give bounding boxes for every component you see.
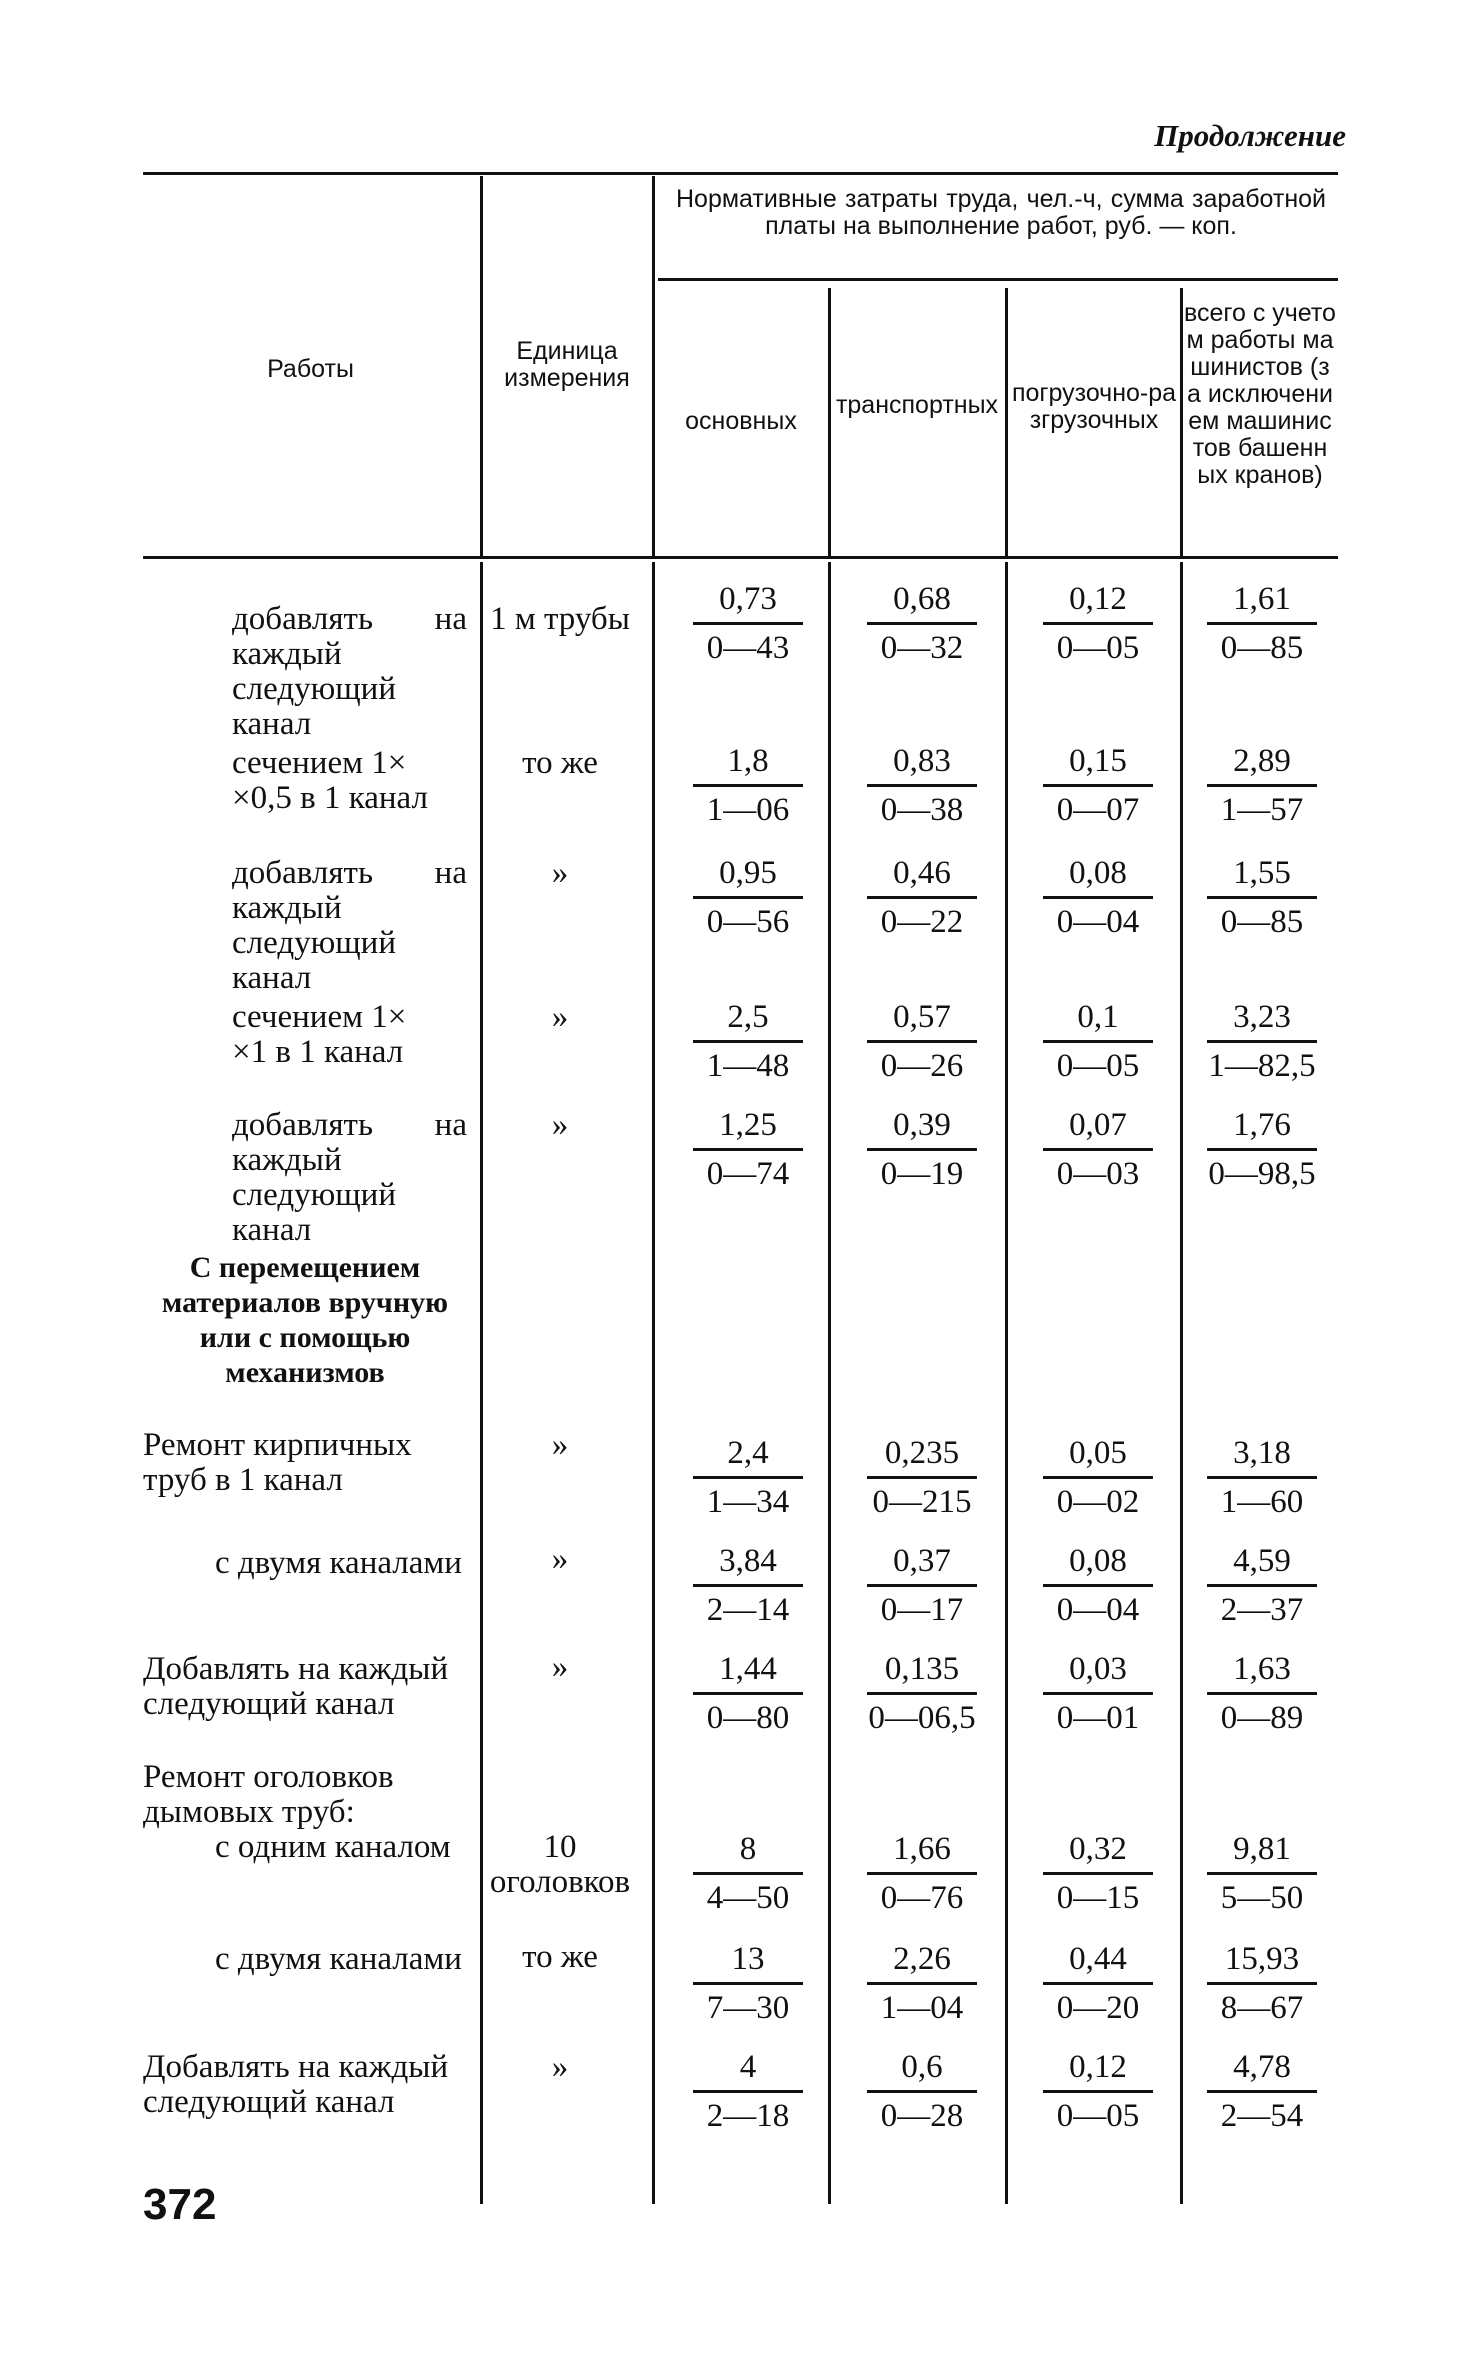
col-divider-3 (828, 562, 831, 2204)
cell-transport: 1,66 0—76 (842, 1828, 1002, 1919)
row-unit: » (551, 1649, 569, 1685)
cell-loading: 0,05 0—02 (1018, 1432, 1178, 1523)
row-unit: » (551, 1541, 569, 1577)
cell-transport: 0,46 0—22 (842, 852, 1002, 943)
cell-total: 1,76 0—98,5 (1208, 1107, 1316, 1192)
col-divider-4-head (1005, 288, 1008, 556)
cell-main: 4 2—18 (668, 2046, 828, 2137)
row-unit: 1 м трубы (490, 601, 630, 637)
cell-main: 1,44 0—80 (668, 1648, 828, 1739)
row-unit: то же (522, 1939, 598, 1975)
page-number: 372 (143, 2180, 217, 2229)
header-bottom-rule (143, 556, 1338, 559)
row-work: Добавлять на каждый следующий канал (143, 1651, 449, 1722)
cell-main: 1,8 1—06 (668, 740, 828, 831)
cell-total: 9,81 5—50 (1182, 1828, 1342, 1919)
cell-total: 4,78 2—54 (1182, 2046, 1342, 2137)
cell-total: 3,18 1—60 (1182, 1432, 1342, 1523)
col-divider-1 (480, 562, 483, 2204)
header-norm-group: Нормативные затраты труда, чел.-ч, сумма заработной платы на выполнение работ, руб. — коп. (676, 185, 1326, 240)
cell-transport: 0,135 0—06,5 (868, 1651, 976, 1736)
row-unit: » (551, 1107, 569, 1143)
cell-main: 2,4 1—34 (668, 1432, 828, 1523)
section-heading: С перемещением материалов вручную или с помощью механизмов (161, 1251, 449, 1389)
header-col-loading: погрузочно-разгрузочных (1011, 379, 1177, 434)
row-unit: » (551, 855, 569, 891)
row-work: добавлять на каждый следующий канал (232, 1107, 467, 1248)
cell-transport: 0,39 0—19 (842, 1104, 1002, 1195)
cell-total: 1,55 0—85 (1182, 852, 1342, 943)
cell-loading: 0,32 0—15 (1018, 1828, 1178, 1919)
row-work: сечением 1× ×0,5 в 1 канал (232, 745, 428, 816)
row-work: с двумя каналами (215, 1545, 462, 1581)
cell-loading: 0,08 0—04 (1018, 1540, 1178, 1631)
cell-transport: 0,68 0—32 (842, 578, 1002, 669)
cell-total: 3,23 1—82,5 (1208, 999, 1316, 1084)
cell-total: 15,93 8—67 (1182, 1938, 1342, 2029)
continuation-label: Продолжение (1154, 118, 1346, 153)
row-work: с одним каналом (215, 1829, 451, 1865)
cell-transport: 0,6 0—28 (842, 2046, 1002, 2137)
cell-loading: 0,12 0—05 (1018, 2046, 1178, 2137)
cell-main: 0,95 0—56 (668, 852, 828, 943)
header-unit: Единица измерения (504, 337, 630, 392)
cell-loading: 0,12 0—05 (1018, 578, 1178, 669)
subsection-heading: Ремонт оголовков дымовых труб: (143, 1759, 394, 1830)
cell-loading: 0,08 0—04 (1018, 852, 1178, 943)
col-divider-2-head (652, 176, 655, 556)
row-unit: то же (522, 745, 598, 781)
row-unit: » (551, 2049, 569, 2085)
group-header-rule (658, 278, 1338, 281)
cell-transport: 0,235 0—215 (842, 1432, 1002, 1523)
row-unit: » (551, 999, 569, 1035)
cell-transport: 0,83 0—38 (842, 740, 1002, 831)
cell-transport: 2,26 1—04 (842, 1938, 1002, 2029)
cell-total: 1,63 0—89 (1182, 1648, 1342, 1739)
cell-total: 1,61 0—85 (1182, 578, 1342, 669)
row-unit: 10 оголовков (489, 1829, 631, 1900)
cell-loading: 0,07 0—03 (1018, 1104, 1178, 1195)
row-work: добавлять на каждый следующий канал (232, 855, 467, 996)
row-work: с двумя каналами (215, 1941, 462, 1977)
row-work: сечением 1× ×1 в 1 канал (232, 999, 407, 1070)
cell-main: 2,5 1—48 (668, 996, 828, 1087)
cell-transport: 0,37 0—17 (842, 1540, 1002, 1631)
row-unit: » (551, 1427, 569, 1463)
table-top-rule (143, 172, 1338, 175)
header-works: Работы (267, 355, 354, 383)
col-divider-4 (1005, 562, 1008, 2204)
cell-loading: 0,15 0—07 (1018, 740, 1178, 831)
header-col-main: основных (685, 407, 797, 435)
cell-transport: 0,57 0—26 (842, 996, 1002, 1087)
col-divider-3-head (828, 288, 831, 556)
cell-total: 2,89 1—57 (1182, 740, 1342, 831)
cell-total: 4,59 2—37 (1182, 1540, 1342, 1631)
row-work: Ремонт кирпичных труб в 1 канал (143, 1427, 412, 1498)
cell-main: 3,84 2—14 (668, 1540, 828, 1631)
cell-main: 8 4—50 (668, 1828, 828, 1919)
header-col-total: всего с учетом работы машинистов (за исключением машинистов башенных кранов) (1184, 299, 1336, 489)
cell-loading: 0,03 0—01 (1018, 1648, 1178, 1739)
col-divider-5-head (1180, 288, 1183, 556)
row-work: добавлять на каждый следующий канал (232, 601, 467, 742)
cell-loading: 0,44 0—20 (1018, 1938, 1178, 2029)
header-col-transport: транспортных (835, 391, 999, 419)
row-work: Добавлять на каждый следующий канал (143, 2049, 449, 2120)
col-divider-1-head (480, 176, 483, 556)
cell-main: 13 7—30 (668, 1938, 828, 2029)
cell-main: 1,25 0—74 (668, 1104, 828, 1195)
col-divider-2 (652, 562, 655, 2204)
cell-main: 0,73 0—43 (668, 578, 828, 669)
cell-loading: 0,1 0—05 (1018, 996, 1178, 1087)
